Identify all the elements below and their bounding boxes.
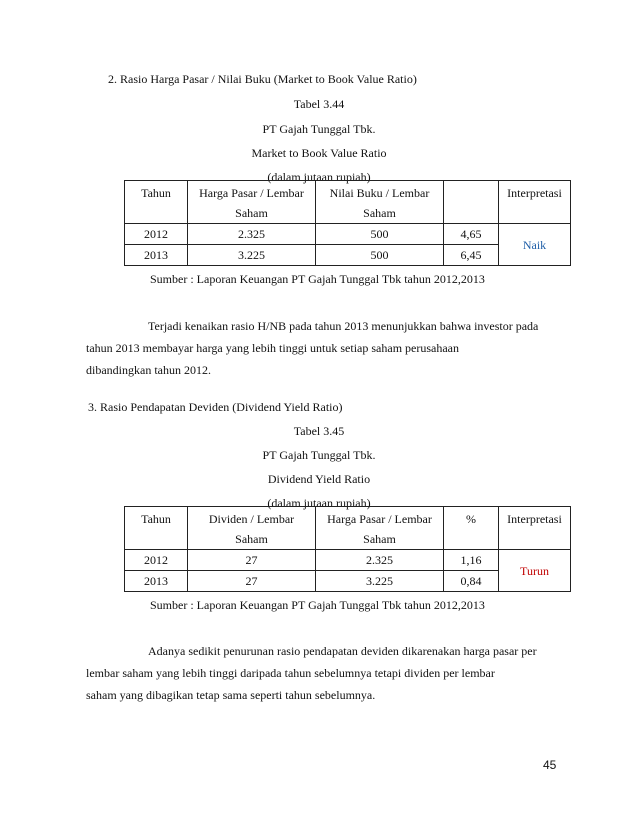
cell-harga-pasar: 3.225 <box>188 245 316 266</box>
paragraph-line: Terjadi kenaikan rasio H/NB pada tahun 2013 menunjukkan bahwa investor pada <box>148 319 539 333</box>
header-harga-pasar: Harga Pasar / Lembar Saham <box>316 507 444 550</box>
table-3-45-company: PT Gajah Tunggal Tbk. <box>262 448 376 462</box>
page-number: 45 <box>543 758 557 772</box>
header-interpretasi: Interpretasi <box>499 507 571 550</box>
header-harga-pasar: Harga Pasar / Lembar Saham <box>188 181 316 224</box>
header-tahun: Tahun <box>125 181 188 224</box>
table-row <box>125 550 571 571</box>
header-ratio <box>444 181 499 224</box>
cell-nilai-buku: 500 <box>316 224 444 245</box>
header-nilai-buku: Nilai Buku / Lembar Saham <box>316 181 444 224</box>
cell-year: 2012 <box>125 550 188 571</box>
table-3-45-number: Tabel 3.45 <box>293 424 345 438</box>
paragraph-line: saham yang dibagikan tetap sama seperti tahun sebelumnya. <box>86 688 376 702</box>
table-3-45 <box>124 506 571 592</box>
table-3-44-source: Sumber : Laporan Keuangan PT Gajah Tunggal Tbk tahun 2012,2013 <box>150 272 485 286</box>
section-3-paragraph <box>86 640 586 706</box>
cell-harga-pasar: 2.325 <box>316 550 444 571</box>
cell-year: 2013 <box>125 571 188 592</box>
header-interpretasi: Interpretasi <box>499 181 571 224</box>
cell-harga-pasar: 2.325 <box>188 224 316 245</box>
table-3-45-unit: (dalam jutaan rupiah) <box>267 496 371 510</box>
cell-year: 2012 <box>125 224 188 245</box>
header-tahun: Tahun <box>125 507 188 550</box>
cell-interpretation: Naik <box>499 224 571 266</box>
section-3-heading: 3. Rasio Pendapatan Deviden (Dividend Yield Ratio) <box>88 400 343 414</box>
cell-nilai-buku: 500 <box>316 245 444 266</box>
paragraph-line: lembar saham yang lebih tinggi daripada tahun sebelumnya tetapi dividen per lembar <box>86 666 495 680</box>
table-header-row <box>125 181 571 224</box>
cell-ratio: 6,45 <box>444 245 499 266</box>
table-3-45-title: Dividend Yield Ratio <box>267 472 371 486</box>
header-percent: % <box>444 507 499 550</box>
table-3-44-company: PT Gajah Tunggal Tbk. <box>262 122 376 136</box>
cell-ratio: 1,16 <box>444 550 499 571</box>
table-3-44-title: Market to Book Value Ratio <box>251 146 387 160</box>
section-2-heading: 2. Rasio Harga Pasar / Nilai Buku (Market to Book Value Ratio) <box>108 72 417 86</box>
cell-harga-pasar: 3.225 <box>316 571 444 592</box>
table-header-row <box>125 507 571 550</box>
cell-year: 2013 <box>125 245 188 266</box>
table-3-44 <box>124 180 571 266</box>
table-3-45-source: Sumber : Laporan Keuangan PT Gajah Tunggal Tbk tahun 2012,2013 <box>150 598 485 612</box>
paragraph-line: tahun 2013 membayar harga yang lebih tinggi untuk setiap saham perusahaan <box>86 341 460 355</box>
table-3-44-unit: (dalam jutaan rupiah) <box>267 170 371 184</box>
cell-dividen: 27 <box>188 571 316 592</box>
cell-ratio: 4,65 <box>444 224 499 245</box>
cell-interpretation: Turun <box>499 550 571 592</box>
cell-dividen: 27 <box>188 550 316 571</box>
paragraph-line: dibandingkan tahun 2012. <box>86 363 211 377</box>
section-2-paragraph <box>86 315 586 381</box>
header-dividen: Dividen / Lembar Saham <box>188 507 316 550</box>
table-row <box>125 224 571 245</box>
cell-ratio: 0,84 <box>444 571 499 592</box>
paragraph-line: Adanya sedikit penurunan rasio pendapatan deviden dikarenakan harga pasar per <box>148 644 537 658</box>
table-3-44-number: Tabel 3.44 <box>293 97 345 111</box>
